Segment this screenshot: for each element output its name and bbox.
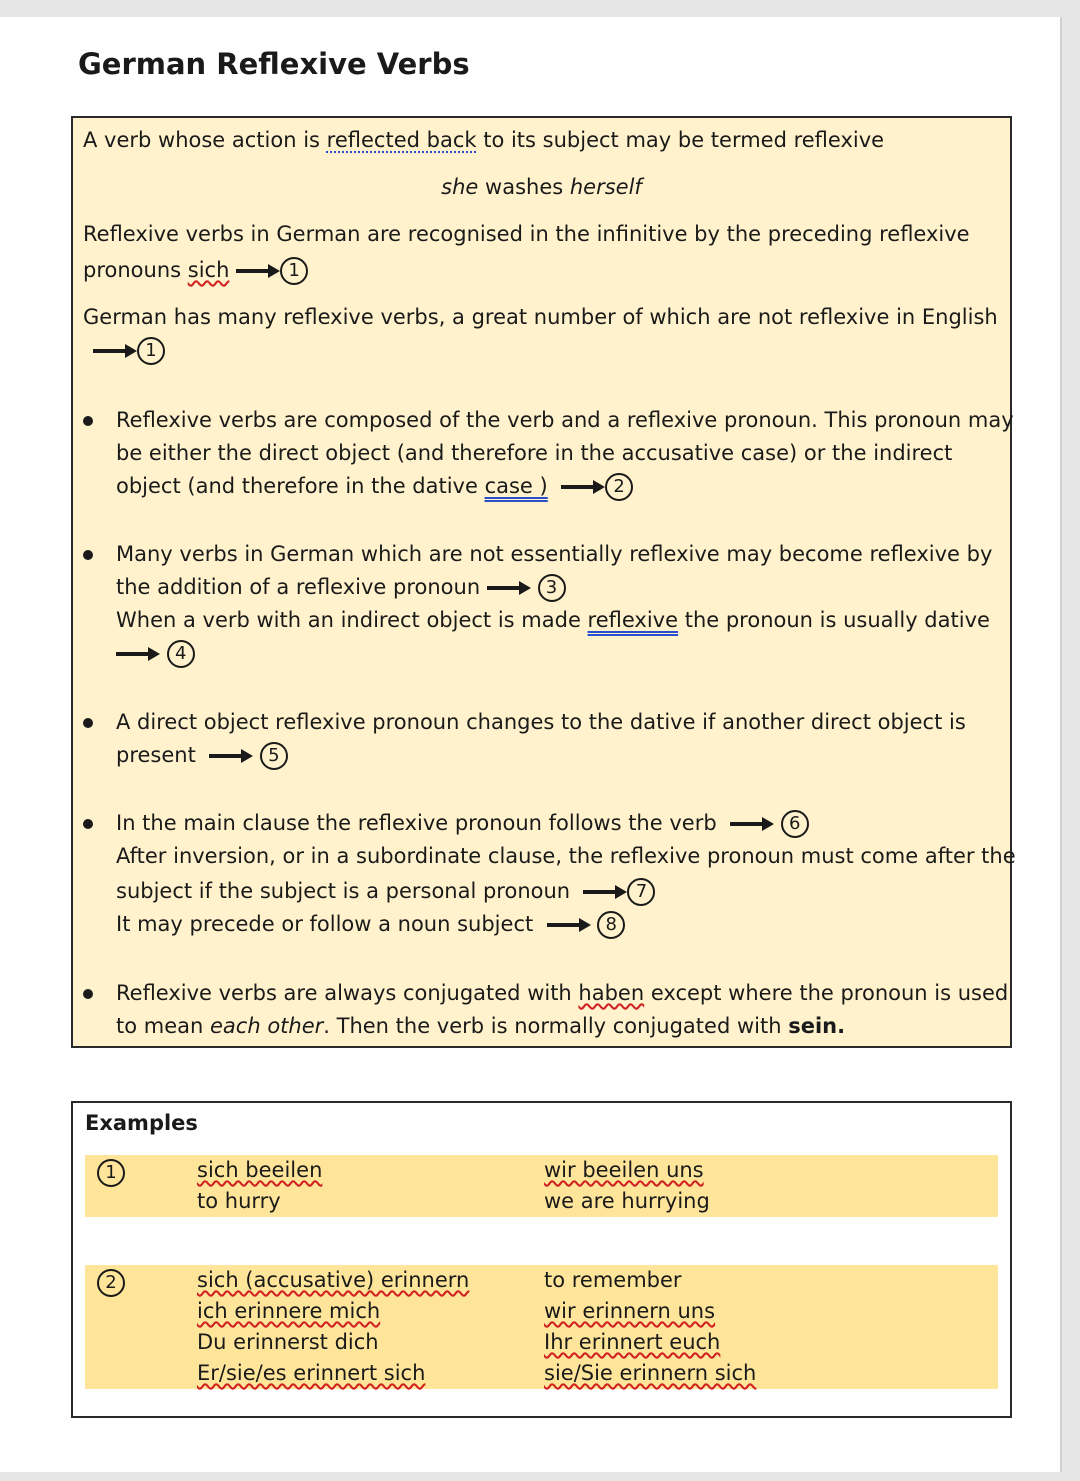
bullet-4-line-1: In the main clause the reflexive pronoun follows the verb 6 bbox=[116, 807, 809, 840]
grammar-flag-reflected-back[interactable]: reflected back bbox=[326, 128, 477, 152]
bullet-dot bbox=[83, 718, 93, 728]
arrow-right-icon bbox=[583, 885, 627, 899]
bullet-2-line-3: When a verb with an indirect object is made reflexive the pronoun is usually dative bbox=[116, 608, 990, 632]
ref-marker: 1 bbox=[280, 257, 308, 285]
bullet-4-line-2: After inversion, or in a subordinate clause, the reflexive pronoun must come after the bbox=[116, 844, 1016, 868]
example-german: sich beeilen bbox=[197, 1158, 323, 1182]
example-row bbox=[85, 1265, 998, 1389]
arrow-right-icon bbox=[487, 581, 531, 595]
bullet-2-ref bbox=[116, 637, 195, 670]
grammar-flag-reflexive[interactable]: reflexive bbox=[587, 608, 679, 632]
ref-marker: 1 bbox=[97, 1159, 125, 1187]
examples-box bbox=[71, 1101, 1012, 1418]
example-german: Er/sie/es erinnert sich bbox=[197, 1361, 426, 1385]
bullet-3-line-1: A direct object reflexive pronoun changes to the dative if another direct object is bbox=[116, 710, 966, 734]
example-german: Du erinnerst dich bbox=[197, 1330, 379, 1354]
arrow-right-icon bbox=[93, 344, 137, 358]
example-german: wir erinnern uns bbox=[544, 1299, 716, 1323]
arrow-right-icon bbox=[209, 749, 253, 763]
example-english: to hurry bbox=[197, 1189, 281, 1213]
arrow-right-icon bbox=[547, 918, 591, 932]
bullet-dot bbox=[83, 550, 93, 560]
example-german: wir beeilen uns bbox=[544, 1158, 704, 1182]
arrow-right-icon bbox=[561, 480, 605, 494]
bullet-4-line-4: It may precede or follow a noun subject 8 bbox=[116, 908, 625, 941]
example-german: ich erinnere mich bbox=[197, 1299, 381, 1323]
intro-example: she washes herself bbox=[441, 175, 642, 199]
bullet-1-line-2: be either the direct object (and therefore in the accusative case) or the indirect bbox=[116, 441, 953, 465]
page-title: German Reflexive Verbs bbox=[78, 47, 470, 81]
ref-marker: 4 bbox=[167, 640, 195, 668]
example-english: we are hurrying bbox=[544, 1189, 710, 1213]
example-english: to remember bbox=[544, 1268, 682, 1292]
ref-marker: 2 bbox=[605, 473, 633, 501]
intro-line-1: A verb whose action is reflected back to its subject may be termed reflexive bbox=[83, 128, 885, 152]
ref-marker: 8 bbox=[597, 911, 625, 939]
example-german: sich (accusative) erinnern bbox=[197, 1268, 470, 1292]
intro-many-line: German has many reflexive verbs, a great number of which are not reflexive in English bbox=[83, 305, 998, 329]
bullet-1-line-1: Reflexive verbs are composed of the verb and a reflexive pronoun. This pronoun may bbox=[116, 408, 1014, 432]
bullet-4-line-3: subject if the subject is a personal pronoun 7 bbox=[116, 875, 655, 908]
arrow-right-icon bbox=[116, 647, 160, 661]
grammar-flag-case[interactable]: case ) bbox=[484, 474, 548, 498]
ref-marker: 5 bbox=[260, 742, 288, 770]
bullet-1-line-3: object (and therefore in the dative case ) 2 bbox=[116, 470, 633, 503]
info-box bbox=[71, 116, 1016, 1048]
bullet-dot bbox=[83, 819, 93, 829]
example-row bbox=[85, 1155, 998, 1217]
examples-title: Examples bbox=[85, 1111, 198, 1135]
bullet-5-line-2: to mean each other. Then the verb is normally conjugated with sein. bbox=[116, 1014, 846, 1038]
document-page bbox=[0, 17, 1062, 1472]
ref-marker: 2 bbox=[97, 1269, 125, 1297]
example-german: sie/Sie erinnern sich bbox=[544, 1361, 757, 1385]
example-german: Ihr erinnert euch bbox=[544, 1330, 721, 1354]
intro-rec-line-1: Reflexive verbs in German are recognised in the infinitive by the preceding reflexive bbox=[83, 222, 970, 246]
bullet-3-line-2: present 5 bbox=[116, 739, 288, 772]
intro-many-ref bbox=[93, 334, 165, 367]
arrow-right-icon bbox=[730, 817, 774, 831]
bullet-2-line-2: the addition of a reflexive pronoun 3 bbox=[116, 571, 566, 604]
spell-flag-sich[interactable]: sich bbox=[187, 258, 230, 282]
bullet-5-line-1: Reflexive verbs are always conjugated with haben except where the pronoun is used bbox=[116, 981, 1009, 1005]
bullet-dot bbox=[83, 416, 93, 426]
ref-marker: 1 bbox=[137, 337, 165, 365]
bullet-2-line-1: Many verbs in German which are not essentially reflexive may become reflexive by bbox=[116, 542, 993, 566]
ref-marker: 6 bbox=[781, 810, 809, 838]
intro-rec-line-2: pronouns sich 1 bbox=[83, 254, 308, 287]
arrow-right-icon bbox=[236, 264, 280, 278]
spell-flag-haben[interactable]: haben bbox=[578, 981, 645, 1005]
ref-marker: 7 bbox=[627, 878, 655, 906]
ref-marker: 3 bbox=[538, 574, 566, 602]
bullet-dot bbox=[83, 989, 93, 999]
